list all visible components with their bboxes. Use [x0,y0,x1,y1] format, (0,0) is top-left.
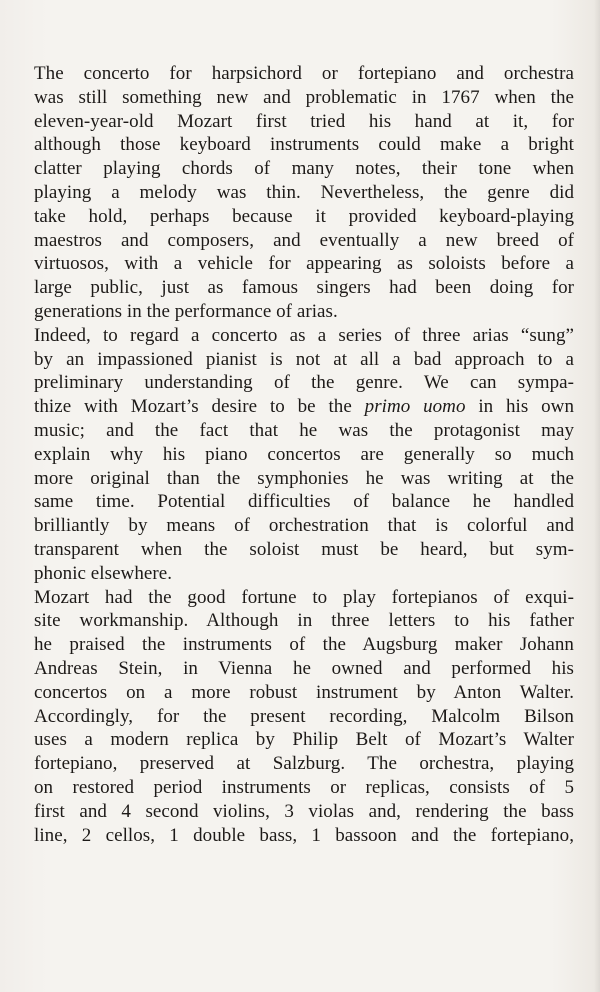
text-line: Andreas Stein, in Vienna he owned and performed his [34,657,574,679]
text-line: Mozart had the good fortune to play fortepianos of exqui- [34,586,574,608]
text-line: virtuosos, with a vehicle for appearing as soloists before a [34,253,574,275]
text-line: was still something new and problematic in 1767 when the [34,86,574,108]
text-segment: in his own [465,396,574,418]
text-line: concertos on a more robust instrument by Anton Walter. [34,681,574,703]
text-line: first and 4 second violins, 3 violas and, rendering the bass [34,800,574,822]
text-line: although those keyboard instruments could make a bright [34,134,574,156]
text-line: brilliantly by means of orchestration that is colorful and [34,515,574,537]
text-line: maestros and composers, and eventually a new breed of [34,229,574,251]
text-line: eleven-year-old Mozart first tried his hand at it, for [34,110,574,132]
text-line: large public, just as famous singers had been doing for [34,277,574,299]
text-line: playing a melody was thin. Nevertheless, the genre did [34,181,574,203]
text-line: preliminary understanding of the genre. We can sympa- [34,372,574,394]
text-line: transparent when the soloist must be heard, but sym- [34,538,574,560]
text-line: uses a modern replica by Philip Belt of Mozart’s Walter [34,729,574,751]
text-line: Indeed, to regard a concerto as a series of three arias “sung” [34,324,574,346]
text-line: explain why his piano concertos are generally so much [34,443,574,465]
italic-term: primo uomo [364,396,466,418]
text-line: fortepiano, preserved at Salzburg. The orchestra, playing [34,753,574,775]
text-line: take hold, perhaps because it provided keyboard-playing [34,205,574,227]
text-line: generations in the performance of arias. [34,300,338,322]
text-line: clatter playing chords of many notes, their tone when [34,158,574,180]
body-text [34,62,574,847]
page-edge-shadow [594,0,600,992]
text-line: same time. Potential difficulties of balance he handled [34,491,574,513]
text-line: Accordingly, for the present recording, Malcolm Bilson [34,705,574,727]
text-line: he praised the instruments of the Augsburg maker Johann [34,634,574,656]
text-segment: thize with Mozart’s desire to be the [34,396,365,418]
text-line [34,395,574,419]
text-line: phonic elsewhere. [34,562,173,584]
text-line: The concerto for harpsichord or fortepiano and orchestra [34,63,574,84]
text-line: on restored period instruments or replicas, consists of 5 [34,776,574,798]
text-line: more original than the symphonies he was writing at the [34,467,574,489]
text-line: site workmanship. Although in three letters to his father [34,610,574,632]
text-line: music; and the fact that he was the protagonist may [34,419,574,441]
text-line: by an impassioned pianist is not at all a bad approach to a [34,348,574,370]
text-line: line, 2 cellos, 1 double bass, 1 bassoon and the fortepiano, [34,824,574,846]
